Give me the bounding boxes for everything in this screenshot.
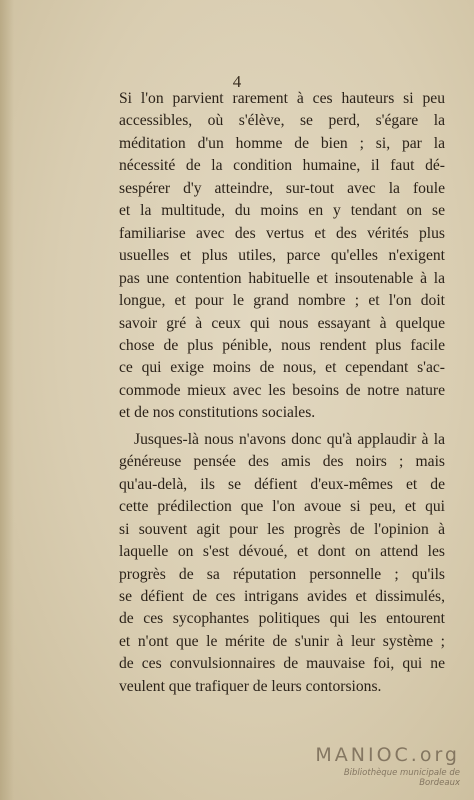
text-line: et la multitude, du moins en y tendant on se xyxy=(119,202,445,220)
text-line: laquelle on s'est dévoué, et dont on attend les xyxy=(119,543,445,561)
watermark xyxy=(310,744,460,788)
text-line: généreuse pensée des amis des noirs ; mais xyxy=(119,453,445,471)
text-line: qu'au-delà, ils se défient d'eux-mêmes et de xyxy=(119,475,445,493)
watermark-title: MANIOC.org xyxy=(315,744,460,766)
text-line: méditation d'un homme de bien ; si, par la xyxy=(119,134,445,152)
text-line: pas une contention habituelle et insoutenable à la xyxy=(119,269,445,287)
text-line: cette prédilection que l'on avoue si peu, et qui xyxy=(119,498,445,516)
text-line: se défient de ces intrigans avides et dissimulés, xyxy=(119,587,445,605)
paragraph-2 xyxy=(119,429,445,698)
text-line: et de nos constitutions sociales. xyxy=(119,404,316,422)
page-number: 4 xyxy=(232,72,242,91)
text-line: chose de plus pénible, nous rendent plus facile xyxy=(119,336,445,354)
text-line: usuelles et plus utiles, parce qu'elles n'exigent xyxy=(119,247,445,265)
text-line: si souvent agit pour les progrès de l'opinion à xyxy=(119,520,445,538)
watermark-subtitle: Bibliothèque municipale de Bordeaux xyxy=(343,768,460,788)
body-text xyxy=(119,88,445,698)
text-line: savoir gré à ceux qui nous essayant à quelque xyxy=(119,314,445,332)
text-line: Jusques-là nous n'avons donc qu'à applaudir à la xyxy=(134,430,445,448)
text-line: de ces sycophantes politiques qui les entourent xyxy=(119,610,445,628)
text-line: ce qui exige moins de nous, et cependant s'ac- xyxy=(119,359,445,377)
text-line: progrès de sa réputation personnelle ; qu'ils xyxy=(119,565,445,583)
text-line: familiarise avec des vertus et des vérités plus xyxy=(119,224,445,242)
text-line: commode mieux avec les besoins de notre nature xyxy=(119,381,445,399)
text-line: de ces convulsionnaires de mauvaise foi, qui ne xyxy=(119,655,445,673)
text-line: longue, et pour le grand nombre ; et l'on doit xyxy=(119,292,445,310)
text-line: veulent que trafiquer de leurs contorsions. xyxy=(119,677,382,695)
paragraph-1 xyxy=(119,88,445,425)
text-line: Si l'on parvient rarement à ces hauteurs si peu xyxy=(119,90,445,107)
text-line: sespérer d'y atteindre, sur-tout avec la foule xyxy=(119,179,445,197)
page-edge-shadow xyxy=(0,0,14,800)
text-line: nécessité de la condition humaine, il faut dé- xyxy=(119,157,445,175)
text-line: accessibles, où s'élève, se perd, s'égare la xyxy=(119,112,445,130)
text-line: et n'ont que le mérite de s'unir à leur système ; xyxy=(119,632,445,650)
